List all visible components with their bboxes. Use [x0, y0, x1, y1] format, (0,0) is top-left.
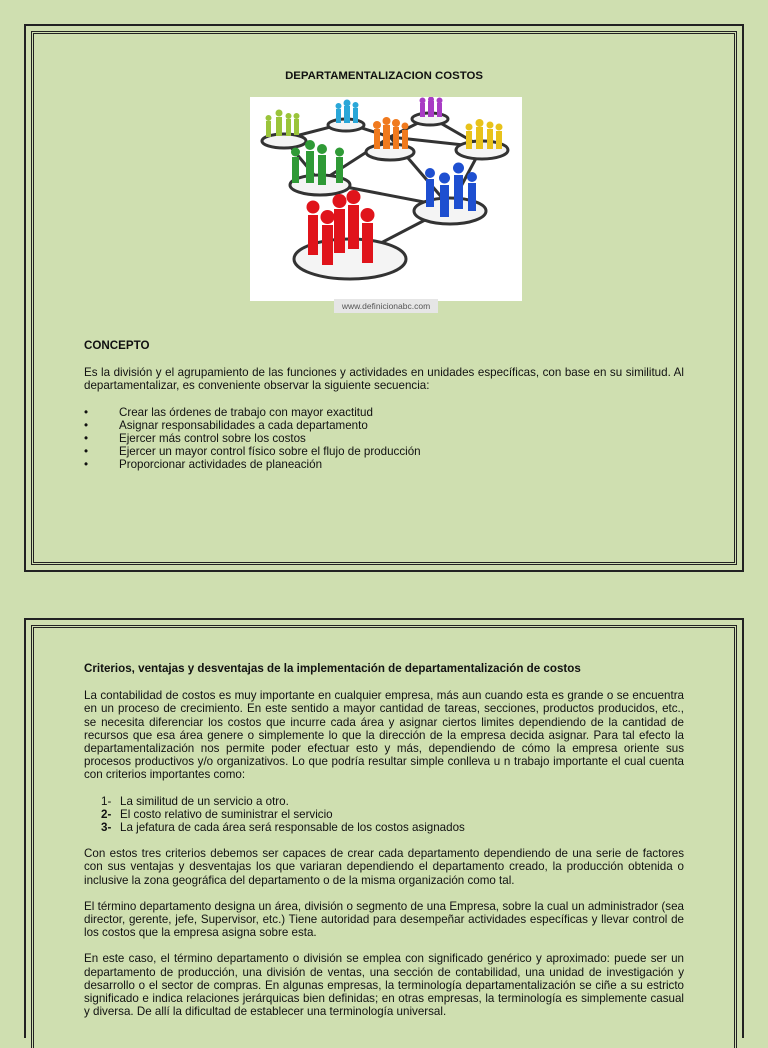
criteria-section	[84, 662, 684, 1018]
list-item: • Crear las órdenes de trabajo con mayor exactitud	[84, 405, 373, 419]
paragraph: El término departamento designa un área, división o segmento de una Empresa, sobre la cual un administrador (sea director, gerente, jefe, Supervisor, etc.) Tiene autoridad para desempeñar actividades específicas y llevar control de los costos que la empresa asigna sobre esta.	[84, 899, 684, 940]
list-item: • Ejercer un mayor control físico sobre el flujo de producción	[84, 445, 421, 459]
criteria-heading: Criterios, ventajas y desventajas de la implementación de departamentalización de costos	[84, 662, 581, 675]
image-credit: www.definicionabc.com	[334, 299, 438, 313]
network-people-illustration	[250, 97, 522, 301]
document-title: DEPARTAMENTALIZACION COSTOS	[285, 70, 483, 82]
paragraph: La contabilidad de costos es muy importante en cualquier empresa, más aun cuando esta es grande o se encuentra en un proceso de crecimiento. En este sentido a mayor cantidad de tareas, secciones, productos producidos, etc., se necesita diferenciar los costos que incurre cada área y asignar ciertos limites dependiendo de la cantidad de recursos que esa área genere o simplemente lo que la dirección de la empresa decida asignar. Para tal efecto la departamentalización nos permite poder efectuar esto y más, dependiendo de cómo la empresa oriente sus procesos productivos y/o organizativos. Lo que podría resultar simple conlleva u n trabajo importante el cual cuenta con criterios importantes como:	[84, 689, 684, 782]
page-2	[24, 618, 744, 1038]
list-item: • Proporcionar actividades de planeación	[84, 458, 323, 472]
list-item: 1- La similitud de un servicio a otro.	[101, 794, 289, 808]
people-network-icon	[250, 97, 522, 301]
paragraph: En este caso, el término departamento o división se emplea con significado genérico y aproximado: puede ser un departamento de producción, una división de ventas, una sección de contabilidad, una unidad de investigación y desarrollo o el sector de compras. En algunas empresas, la terminología departamentalización se ciñe a su estricto significado e indica relaciones jerárquicas bien definidas; en otras empresas, la terminología es simplemente casual y diversa. De allí la dificultad de establecer una terminología universal.	[84, 952, 684, 1019]
list-item: • Asignar responsabilidades a cada departamento	[84, 418, 368, 432]
list-item: • Ejercer más control sobre los costos	[84, 432, 306, 446]
concept-section	[84, 339, 684, 472]
page-1	[24, 24, 744, 572]
bullet-icon: •	[84, 405, 89, 419]
bullet-icon: •	[84, 458, 89, 472]
concept-heading: CONCEPTO	[84, 339, 150, 352]
bullet-icon: •	[84, 418, 89, 432]
concept-bullet-list	[84, 406, 684, 472]
paragraph: Con estos tres criterios debemos ser capaces de crear cada departamento dependiendo de una serie de factores con sus ventajas y desventajas los que variaran dependiendo el departamento creado, la producción obtenida o inclusive la zona geográfica del departamento o de la misma organización como tal.	[84, 847, 684, 887]
bullet-icon: •	[84, 432, 89, 446]
list-item: 3- La jefatura de cada área será responsable de los costos asignados	[101, 821, 465, 835]
bullet-icon: •	[84, 445, 89, 459]
criteria-list	[84, 795, 684, 835]
concept-text: Es la división y el agrupamiento de las funciones y actividades en unidades específicas, con base en su similitud. Al departamentalizar, es conveniente observar la siguiente secuencia:	[84, 366, 684, 393]
list-item: 2- El costo relativo de suministrar el servicio	[101, 807, 333, 821]
